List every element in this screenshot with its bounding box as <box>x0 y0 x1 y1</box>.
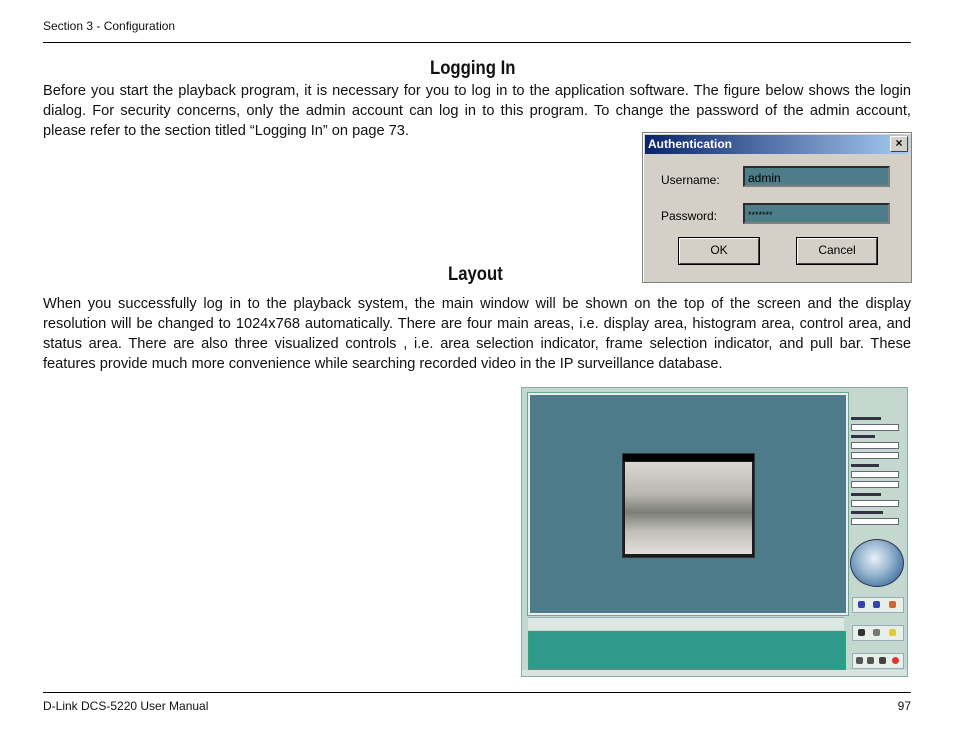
username-label: Username: <box>661 173 720 187</box>
control-label <box>851 511 883 514</box>
authentication-dialog <box>642 132 912 283</box>
username-field[interactable]: admin <box>743 166 890 187</box>
logging-in-paragraph: Before you start the playback program, it is necessary for you to log in to the application software. The figure below shows the login dialog. For security concerns, only the admin account can log in to this program. To change the password of the admin account, please refer to the section titled “Logging In” on page 73. <box>43 83 911 139</box>
power-icon <box>892 657 899 664</box>
snapshot-icon <box>858 629 865 636</box>
dialog-title-bar <box>645 135 909 154</box>
playback-method-select <box>851 500 899 507</box>
footer-rule <box>43 692 911 693</box>
control-label <box>851 417 881 420</box>
tools-icon <box>867 657 874 664</box>
control-label <box>851 493 881 496</box>
page-number: 97 <box>897 699 911 713</box>
pull-bar <box>528 617 844 630</box>
close-icon[interactable]: × <box>890 136 908 152</box>
display-adjustment-tools <box>852 597 904 613</box>
layout-paragraph: When you successfully log in to the playback system, the main window will be shown on the top of the screen and the display resolution will be changed to 1024x768 automatically. There are four main areas, i.e. display area, histogram area, control area, and status area. There are also three visualized controls , i.e. area selection indicator, frame selection indicator, and pull bar. These features provide much more convenience while searching recorded video in the IP surveillance database. <box>43 296 911 372</box>
cancel-button[interactable]: Cancel <box>797 238 877 264</box>
header-rule <box>43 42 911 43</box>
password-field[interactable]: ******* <box>743 203 890 224</box>
color-icon <box>889 601 896 608</box>
start-date-select <box>851 442 899 449</box>
running-header: Section 3 - Configuration <box>43 19 176 33</box>
layout-heading: Layout <box>448 264 503 285</box>
playback-window-screenshot <box>521 387 908 677</box>
logging-in-heading: Logging In <box>430 58 516 79</box>
footer-manual-title: D-Link DCS-5220 User Manual <box>43 699 209 713</box>
playback-dial <box>850 539 904 587</box>
end-time-select <box>851 481 899 488</box>
zoom-in-icon <box>858 601 865 608</box>
end-date-select <box>851 471 899 478</box>
print-icon <box>873 629 880 636</box>
display-area <box>528 393 848 615</box>
histogram-area <box>528 631 846 670</box>
status-area <box>522 670 907 676</box>
settings-icon <box>856 657 863 664</box>
camera-image <box>625 462 752 554</box>
password-label: Password: <box>661 209 718 223</box>
system-control-tools <box>852 653 904 669</box>
export-icon <box>889 629 896 636</box>
view-selection-select <box>851 518 899 525</box>
function-tools <box>852 625 904 641</box>
control-label <box>851 464 879 467</box>
location-select <box>851 424 899 431</box>
control-area <box>848 391 904 671</box>
monitor-icon <box>879 657 886 664</box>
control-label <box>851 435 875 438</box>
video-caption-bar <box>623 454 754 461</box>
start-time-select <box>851 452 899 459</box>
ok-button[interactable]: OK <box>679 238 759 264</box>
dialog-title: Authentication <box>648 137 732 151</box>
video-frame <box>622 453 755 558</box>
zoom-out-icon <box>873 601 880 608</box>
